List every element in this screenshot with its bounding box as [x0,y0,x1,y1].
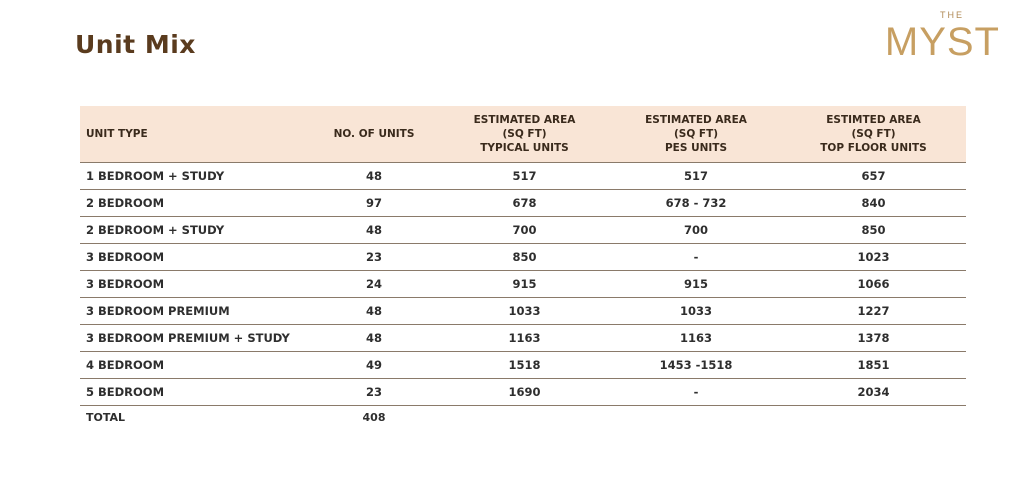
cell-typical-area: 678 [438,189,611,216]
cell-typical-area: 1518 [438,351,611,378]
cell-typical-area: 850 [438,243,611,270]
table-row [80,351,966,378]
cell-unit-type: 3 BEDROOM PREMIUM [80,297,310,324]
cell-no-of-units: 23 [310,378,438,405]
cell-unit-type: 3 BEDROOM [80,270,310,297]
cell-no-of-units: 23 [310,243,438,270]
table-footer [80,405,966,430]
cell-top-floor-area: 657 [781,162,966,189]
page-title: Unit Mix [75,30,196,59]
total-label: TOTAL [86,411,126,425]
total-units: 408 [362,411,386,425]
header-pes-area: ESTIMATED AREA (SQ FT) PES UNITS [611,106,781,162]
cell-unit-type: 5 BEDROOM [80,378,310,405]
total-empty-cell [611,405,781,430]
table-row [80,297,966,324]
logo-the-text: THE [940,10,964,20]
cell-no-of-units: 48 [310,216,438,243]
header-typical-area: ESTIMATED AREA (SQ FT) TYPICAL UNITS [438,106,611,162]
cell-no-of-units: 48 [310,324,438,351]
cell-top-floor-area: 1851 [781,351,966,378]
cell-typical-area: 700 [438,216,611,243]
cell-pes-area: 700 [611,216,781,243]
cell-pes-area: 1033 [611,297,781,324]
total-empty-cell [438,405,611,430]
table-header [80,106,966,162]
header-no-of-units: NO. OF UNITS [310,106,438,162]
cell-unit-type: 2 BEDROOM [80,189,310,216]
cell-pes-area: 915 [611,270,781,297]
cell-typical-area: 517 [438,162,611,189]
table-body [80,162,966,405]
cell-typical-area: 915 [438,270,611,297]
table-row [80,216,966,243]
cell-top-floor-area: 1227 [781,297,966,324]
cell-no-of-units: 48 [310,162,438,189]
cell-unit-type: 4 BEDROOM [80,351,310,378]
table-row [80,243,966,270]
header-row [80,106,966,162]
cell-pes-area: 517 [611,162,781,189]
table-row [80,189,966,216]
total-empty-cell [781,405,966,430]
cell-unit-type: 2 BEDROOM + STUDY [80,216,310,243]
cell-typical-area: 1163 [438,324,611,351]
cell-top-floor-area: 1378 [781,324,966,351]
cell-pes-area: - [611,378,781,405]
cell-pes-area: - [611,243,781,270]
cell-typical-area: 1690 [438,378,611,405]
cell-pes-area: 1163 [611,324,781,351]
logo-name-text: MYST [884,20,1000,64]
cell-no-of-units: 48 [310,297,438,324]
header-unit-type: UNIT TYPE [80,106,310,162]
cell-top-floor-area: 2034 [781,378,966,405]
cell-no-of-units: 97 [310,189,438,216]
cell-no-of-units: 24 [310,270,438,297]
cell-top-floor-area: 850 [781,216,966,243]
brand-logo [884,8,1000,70]
cell-no-of-units: 49 [310,351,438,378]
table-row [80,324,966,351]
cell-unit-type: 1 BEDROOM + STUDY [80,162,310,189]
cell-pes-area: 1453 -1518 [611,351,781,378]
cell-typical-area: 1033 [438,297,611,324]
table-row [80,378,966,405]
header-top-floor-area: ESTIMTED AREA (SQ FT) TOP FLOOR UNITS [781,106,966,162]
unit-mix-table [80,106,966,430]
total-row [80,405,966,430]
table-row [80,162,966,189]
cell-unit-type: 3 BEDROOM [80,243,310,270]
cell-top-floor-area: 1023 [781,243,966,270]
cell-unit-type: 3 BEDROOM PREMIUM + STUDY [80,324,310,351]
cell-top-floor-area: 1066 [781,270,966,297]
table-row [80,270,966,297]
cell-pes-area: 678 - 732 [611,189,781,216]
cell-top-floor-area: 840 [781,189,966,216]
